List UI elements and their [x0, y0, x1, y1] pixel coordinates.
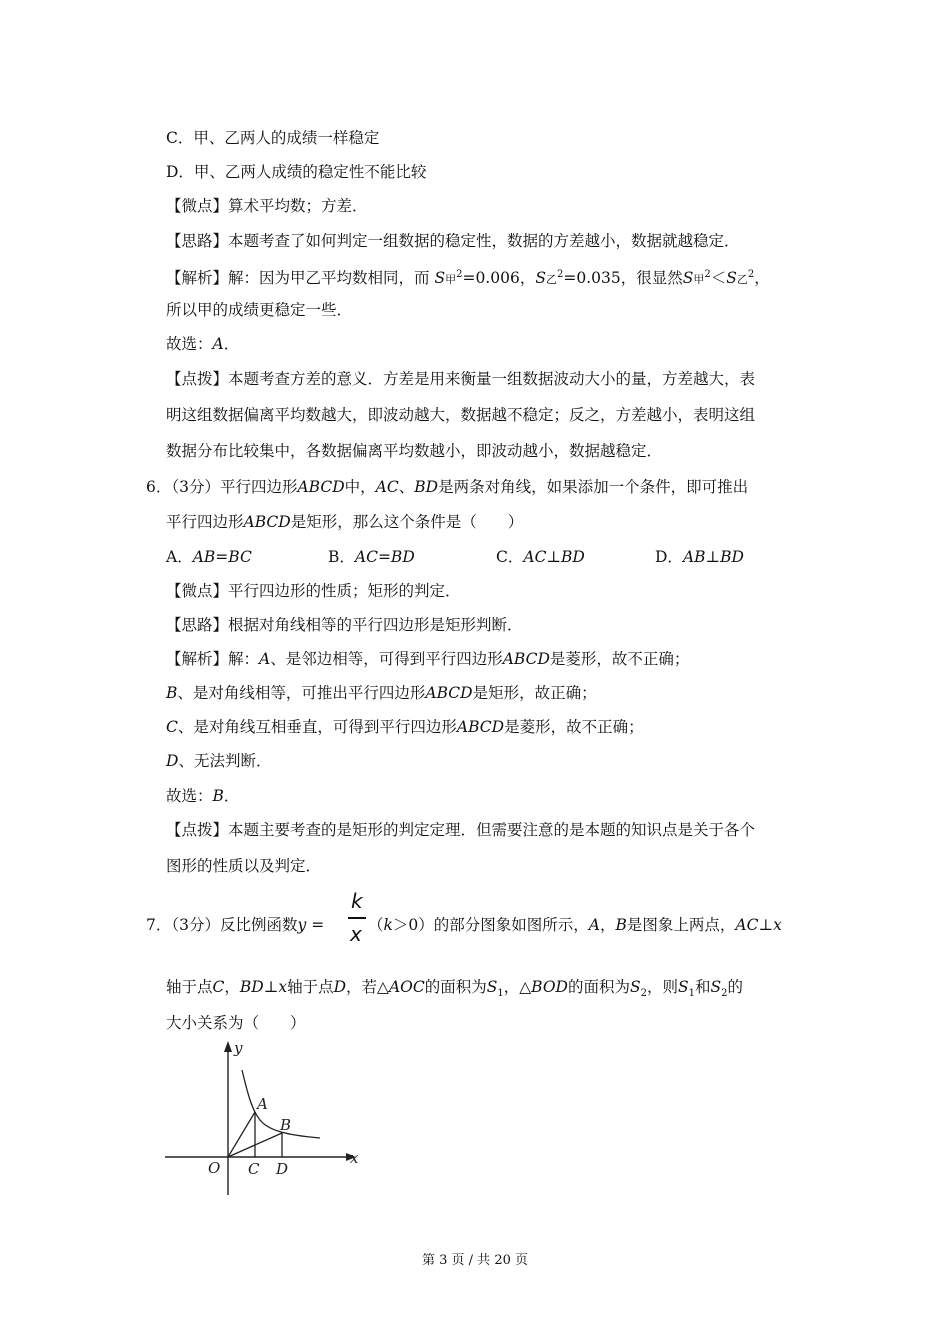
page-footer: 第 3 页 / 共 20 页 — [422, 1253, 528, 1268]
q5-option-c: C．甲、乙两人的成绩一样稳定 — [166, 129, 380, 147]
q6-guxuan: 故选：B． — [166, 787, 240, 805]
q6-dianbo-1: 【点拨】本题主要考查的是矩形的判定定理．但需要注意的是本题的知识点是关于各个 — [166, 821, 756, 839]
q5-dianbo-1: 【点拨】本题考查方差的意义．方差是用来衡量一组数据波动大小的量，方差越大，表 — [166, 370, 756, 388]
q7-stem-line2: 轴于点C，BD⊥x轴于点D，若△AOC的面积为$S_1$，△BOD的面积为$S_2$，则$S_1$和$S_2$的 — [166, 978, 744, 1000]
q6-option-a: A．AB=BC — [166, 548, 252, 566]
q6-option-c: C．AC⊥BD — [496, 548, 585, 566]
q5-dianbo-2: 明这组数据偏离平均数越大，即波动越大，数据越不稳定；反之，方差越小，表明这组 — [166, 406, 756, 424]
q6-jiexi-c: C、是对角线互相垂直，可得到平行四边形ABCD是菱形，故不正确； — [166, 718, 644, 736]
label-y: y — [234, 1039, 243, 1057]
y-axis-arrow — [224, 1041, 232, 1052]
label-O: O — [208, 1159, 221, 1177]
label-C: C — [248, 1160, 260, 1178]
q5-silu: 【思路】本题考查了如何判定一组数据的稳定性，数据的方差越小，数据就越稳定． — [166, 232, 740, 250]
q7-fraction-bar — [348, 917, 366, 919]
q5-jiexi-line1: 【解析】解：因为甲乙平均数相同，而 S甲$^2$=0.006，S乙$^2$=0.035，很显然S甲$^2$＜S乙$^2$， — [166, 269, 770, 288]
q6-dianbo-2: 图形的性质以及判定． — [166, 857, 322, 875]
q6-stem-line1: 6．（3分）平行四边形ABCD中，AC、BD是两条对角线，如果添加一个条件，即可推出 — [146, 478, 749, 496]
q6-jiexi-a: 【解析】解：A、是邻边相等，可得到平行四边形ABCD是菱形，故不正确； — [166, 650, 690, 668]
q5-weidian: 【微点】算术平均数；方差． — [166, 197, 368, 215]
segment-OA — [228, 1112, 255, 1157]
q6-silu: 【思路】根据对角线相等的平行四边形是矩形判断． — [166, 616, 523, 634]
label-B: B — [280, 1116, 292, 1134]
q6-option-d: D．AB⊥BD — [655, 548, 744, 566]
label-D: D — [276, 1160, 289, 1178]
q7-figure — [160, 1035, 370, 1200]
q7-stem-line3: 大小关系为（ ） — [166, 1014, 306, 1032]
q7-stem-line1-b: （k＞0）的部分图象如图所示，A，B是图象上两点，AC⊥x — [368, 916, 782, 934]
label-x: x — [350, 1149, 359, 1167]
q5-dianbo-3: 数据分布比较集中，各数据偏离平均数越小，即波动越小，数据越稳定． — [166, 442, 663, 460]
q6-stem-line2: 平行四边形ABCD是矩形，那么这个条件是（ ） — [166, 513, 524, 531]
q6-weidian: 【微点】平行四边形的性质；矩形的判定． — [166, 582, 461, 600]
q7-fraction-x: x — [350, 922, 362, 946]
label-A: A — [257, 1095, 268, 1113]
q6-jiexi-d: D、无法判断． — [166, 752, 272, 770]
q7-fraction-k: k — [351, 889, 363, 913]
q5-guxuan: 故选：A． — [166, 335, 240, 353]
q6-option-b: B．AC=BD — [328, 548, 415, 566]
q6-jiexi-b: B、是对角线相等，可推出平行四边形ABCD是矩形，故正确； — [166, 684, 597, 702]
q7-stem-line1-a: 7．（3分）反比例函数y = — [146, 916, 325, 934]
q5-jiexi-line2: 所以甲的成绩更稳定一些． — [166, 301, 353, 319]
q5-option-d: D．甲、乙两人成绩的稳定性不能比较 — [166, 163, 427, 181]
